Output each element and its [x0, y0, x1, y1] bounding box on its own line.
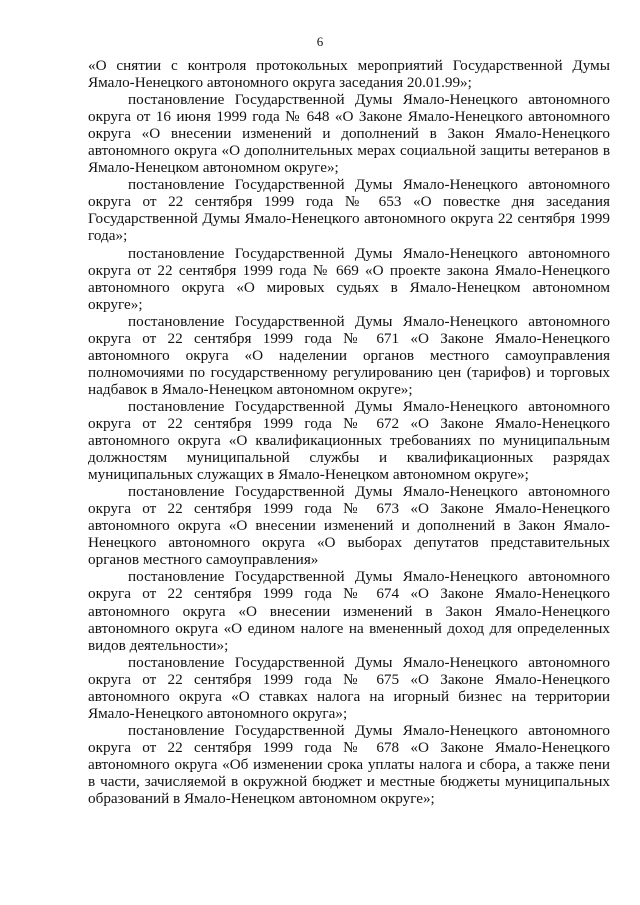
paragraph: постановление Государственной Думы Ямало-Ненецкого автономного округа от 22 сентября 1999 года № 674 «О Законе Ямало-Ненецкого автономного округа «О внесении изменений в Закон Ямало-Ненецкого автономного округа «О едином налоге на вмененный доход для определенных видов деятельности»; — [88, 568, 610, 654]
paragraph: постановление Государственной Думы Ямало-Ненецкого автономного округа от 22 сентября 1999 года № 669 «О проекте закона Ямало-Ненецкого автономного округа «О мировых судьях в Ямало-Ненецком автономном округе»; — [88, 244, 610, 313]
page-number: 6 — [316, 34, 324, 49]
paragraph: постановление Государственной Думы Ямало-Ненецкого автономного округа от 22 сентября 1999 года № 673 «О Законе Ямало-Ненецкого автономного округа «О внесении изменений и дополнений в Закон Ямало-Ненецкого автономного округа «О выборах депутатов представительных органов местного самоуправления» — [88, 483, 610, 569]
paragraph: постановление Государственной Думы Ямало-Ненецкого автономного округа от 16 июня 1999 года № 648 «О Законе Ямало-Ненецкого автономного округа «О внесении изменений и дополнений в Закон Ямало-Ненецкого автономного округа «О дополнительных мерах социальной защиты ветеранов в Ямало-Ненецком автономном округе»; — [88, 91, 610, 177]
paragraph: постановление Государственной Думы Ямало-Ненецкого автономного округа от 22 сентября 1999 года № 675 «О Законе Ямало-Ненецкого автономного округа «О ставках налога на игорный бизнес на территории Ямало-Ненецкого автономного округа»; — [88, 653, 610, 722]
paragraph: постановление Государственной Думы Ямало-Ненецкого автономного округа от 22 сентября 1999 года № 671 «О Законе Ямало-Ненецкого автономного округа «О наделении органов местного самоуправления полномочиями по государственному регулированию цен (тарифов) и торговых надбавок в Ямало-Ненецком автономном округе»; — [88, 312, 610, 398]
paragraph: «О снятии с контроля протокольных мероприятий Государственной Думы Ямало-Ненецкого автономного округа заседания 20.01.99»; — [88, 57, 610, 92]
paragraph: постановление Государственной Думы Ямало-Ненецкого автономного округа от 22 сентября 1999 года № 678 «О Законе Ямало-Ненецкого автономного округа «Об изменении срока уплаты налога и сбора, а также пени в части, зачисляемой в окружной бюджет и местные бюджеты муниципальных образований в Ямало-Ненецком автономном округе»; — [88, 721, 610, 808]
document-body — [88, 57, 610, 807]
paragraph: постановление Государственной Думы Ямало-Ненецкого автономного округа от 22 сентября 1999 года № 672 «О Законе Ямало-Ненецкого автономного округа «О квалификационных требованиях по муниципальным должностям муниципальной службы и квалификационных разрядах муниципальных служащих в Ямало-Ненецком автономном округе»; — [88, 397, 610, 484]
paragraph: постановление Государственной Думы Ямало-Ненецкого автономного округа от 22 сентября 1999 года № 653 «О повестке дня заседания Государственной Думы Ямало-Ненецкого автономного округа 22 сентября 1999 года»; — [88, 176, 610, 245]
